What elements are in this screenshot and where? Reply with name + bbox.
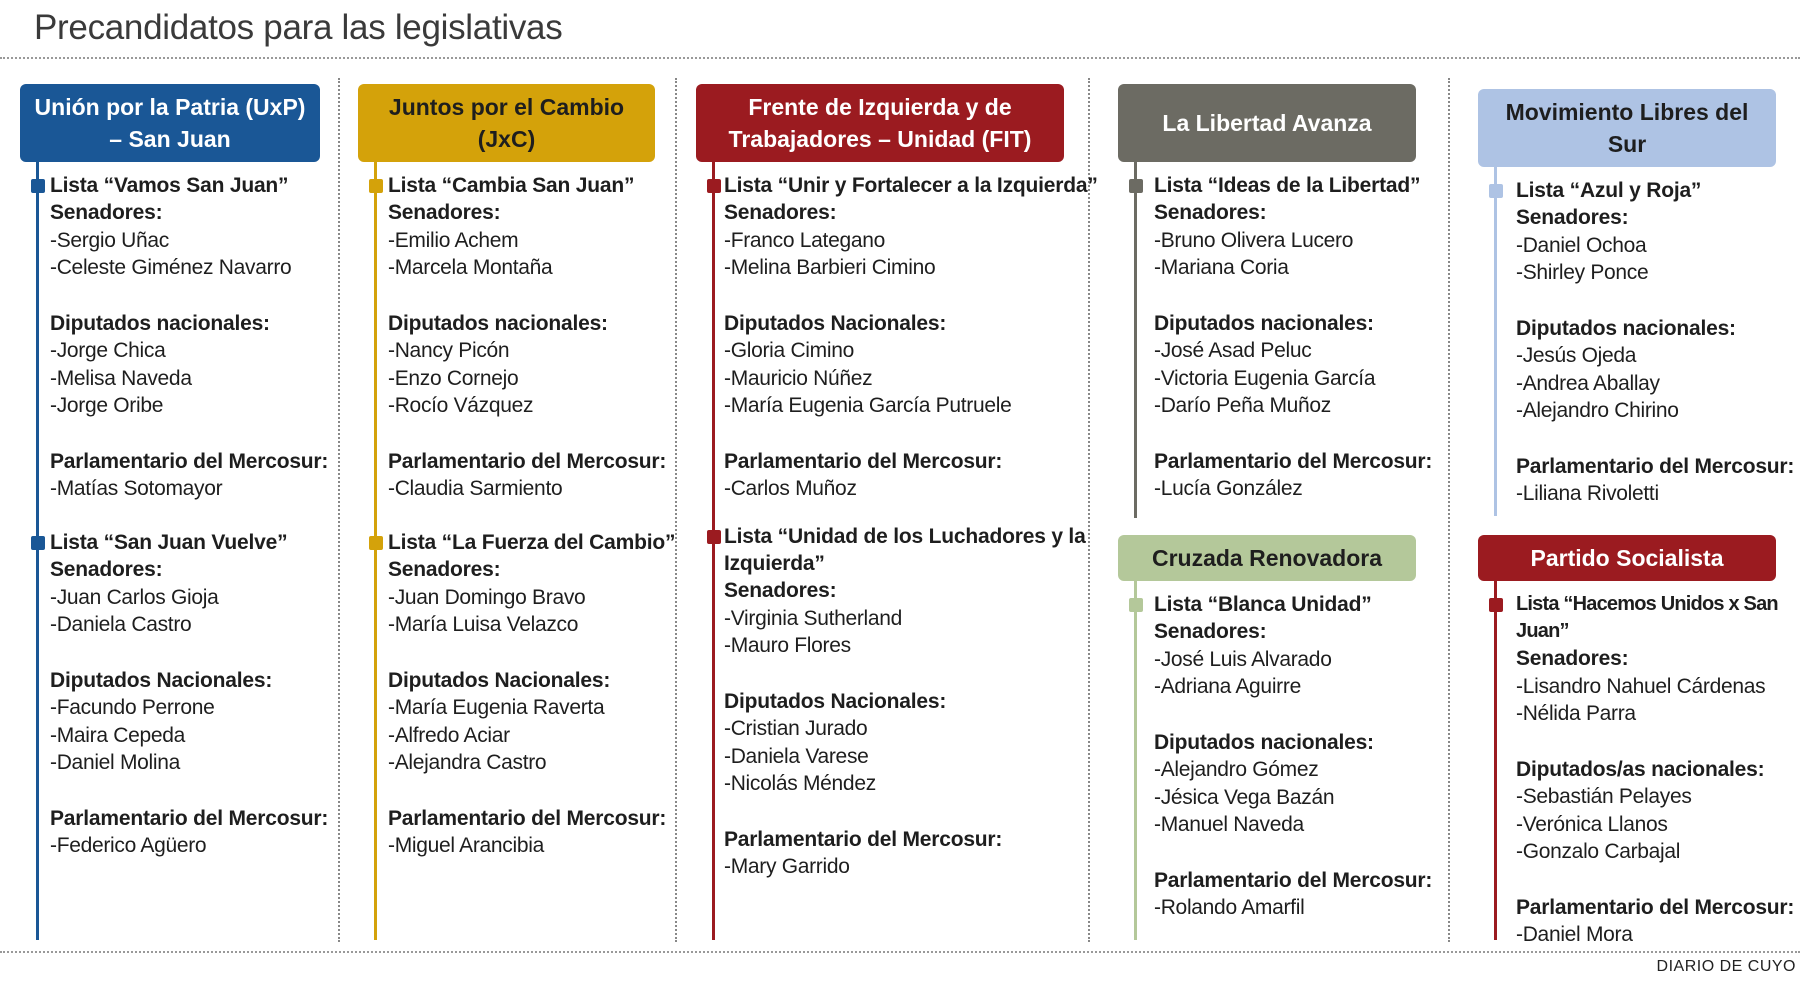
section-title: Parlamentario del Mercosur: <box>724 449 1003 473</box>
candidate-name: -Adriana Aguirre <box>1154 675 1301 698</box>
candidate-name: -Marcela Montaña <box>388 256 553 279</box>
list-marker-icon <box>1489 184 1503 198</box>
candidate-name: -Daniela Castro <box>50 613 192 636</box>
candidate-section <box>724 688 1102 798</box>
list-title: Lista “Cambia San Juan” <box>388 174 635 197</box>
candidate-section <box>50 805 360 860</box>
candidate-name: -Matías Sotomayor <box>50 477 223 500</box>
candidate-name: -Daniel Molina <box>50 751 181 774</box>
section-title: Parlamentario del Mercosur: <box>50 449 329 473</box>
party-timeline-line <box>374 162 377 940</box>
section-title: Senadores: <box>388 201 501 224</box>
party-timeline-line <box>1494 167 1497 516</box>
candidate-list <box>1516 177 1800 508</box>
candidate-name: -Alejandra Castro <box>388 751 547 774</box>
candidate-name: -Rocío Vázquez <box>388 394 534 417</box>
candidate-name: -Daniel Ochoa <box>1516 233 1647 257</box>
candidate-section <box>1516 756 1800 866</box>
candidate-name: -Celeste Giménez Navarro <box>50 256 292 279</box>
candidate-name: -Nicolás Méndez <box>724 772 876 795</box>
candidate-name: -Franco Lategano <box>724 228 885 252</box>
candidate-name: -Melina Barbieri Cimino <box>724 256 936 279</box>
candidate-section <box>388 667 695 777</box>
party-header: Unión por la Patria (UxP) – San Juan <box>20 84 320 162</box>
section-title: Diputados nacionales: <box>50 311 270 335</box>
candidate-section <box>1154 310 1462 420</box>
candidate-section <box>1154 729 1462 839</box>
top-divider <box>0 57 1800 59</box>
candidate-section <box>1516 894 1800 949</box>
list-title: Lista “Vamos San Juan” <box>50 174 289 197</box>
section-title: Parlamentario del Mercosur: <box>50 806 329 830</box>
list-marker-icon <box>707 530 721 544</box>
party-header: Frente de Izquierda y de Trabajadores – Unidad (FIT) <box>696 84 1064 162</box>
list-marker-icon <box>1129 179 1143 193</box>
section-title: Diputados Nacionales: <box>724 689 947 713</box>
list-marker-icon <box>1489 598 1503 612</box>
section-title: Senadores: <box>1154 620 1267 643</box>
candidate-name: -Virginia Sutherland <box>724 606 903 630</box>
credit: DIARIO DE CUYO <box>1656 958 1796 975</box>
section-title: Parlamentario del Mercosur: <box>388 449 667 473</box>
candidate-name: -Jesús Ojeda <box>1516 344 1637 367</box>
bottom-divider <box>0 951 1800 953</box>
candidate-name: -Mauro Flores <box>724 634 851 657</box>
candidate-name: -Shirley Ponce <box>1516 261 1649 284</box>
candidate-name: -Nancy Picón <box>388 339 510 362</box>
list-marker-icon <box>31 536 45 550</box>
candidate-name: -Gonzalo Carbajal <box>1516 840 1681 863</box>
candidate-name: -Miguel Arancibia <box>388 834 544 857</box>
candidate-name: -Lisandro Nahuel Cárdenas <box>1516 674 1766 698</box>
candidate-section <box>388 448 695 503</box>
section-title: Diputados Nacionales: <box>724 311 947 335</box>
candidate-list <box>724 523 1102 881</box>
candidate-section <box>388 310 695 420</box>
list-marker-icon <box>707 179 721 193</box>
candidate-list <box>1154 172 1462 503</box>
candidate-section <box>724 577 1102 660</box>
candidate-name: -Bruno Olivera Lucero <box>1154 228 1354 252</box>
candidate-name: -Emilio Achem <box>388 228 519 252</box>
list-marker-icon <box>31 179 45 193</box>
list-marker-icon <box>369 536 383 550</box>
candidate-name: -Carlos Muñoz <box>724 477 857 500</box>
candidate-name: -Lucía González <box>1154 477 1303 500</box>
list-marker-icon <box>1129 598 1143 612</box>
candidate-section <box>1154 448 1462 503</box>
candidate-name: -María Luisa Velazco <box>388 613 579 636</box>
section-title: Diputados nacionales: <box>1516 316 1736 340</box>
candidate-name: -Juan Domingo Bravo <box>388 585 586 609</box>
candidate-section <box>388 805 695 860</box>
section-title: Diputados nacionales: <box>1154 730 1374 754</box>
candidate-section <box>1154 867 1462 922</box>
candidate-name: -José Luis Alvarado <box>1154 647 1332 671</box>
section-title: Parlamentario del Mercosur: <box>724 827 1003 851</box>
party-header: La Libertad Avanza <box>1118 84 1416 162</box>
candidate-name: -Victoria Eugenia García <box>1154 366 1376 390</box>
candidate-section <box>50 310 360 420</box>
candidate-name: -María Eugenia Raverta <box>388 696 605 719</box>
candidate-list <box>1154 591 1462 922</box>
candidate-name: -Alejandro Gómez <box>1154 758 1319 781</box>
section-title: Senadores: <box>1516 206 1629 229</box>
candidate-section <box>1516 315 1800 425</box>
party-timeline-line <box>712 162 715 940</box>
candidate-section <box>724 826 1102 881</box>
candidate-name: -Facundo Perrone <box>50 696 215 719</box>
list-title: Lista “Blanca Unidad” <box>1154 593 1372 616</box>
candidate-name: -Darío Peña Muñoz <box>1154 394 1331 417</box>
section-title: Parlamentario del Mercosur: <box>1154 868 1433 892</box>
candidate-list <box>724 172 1102 503</box>
candidate-list <box>388 172 695 503</box>
candidate-name: -Alejandro Chirino <box>1516 399 1679 422</box>
candidate-list <box>388 529 695 860</box>
candidate-section <box>1516 204 1800 287</box>
candidate-name: -Liliana Rivoletti <box>1516 482 1659 505</box>
section-title: Senadores: <box>388 558 501 581</box>
candidate-section <box>724 448 1102 503</box>
list-title: Lista “Hacemos Unidos x San Juan” <box>1516 593 1778 642</box>
candidate-name: -Claudia Sarmiento <box>388 477 563 500</box>
candidate-section <box>1516 645 1800 728</box>
candidate-name: -Federico Agüero <box>50 834 207 857</box>
candidate-name: -Manuel Naveda <box>1154 813 1304 836</box>
candidate-name: -Enzo Cornejo <box>388 366 519 390</box>
party-timeline-line <box>1134 162 1137 518</box>
section-title: Senadores: <box>1516 647 1629 670</box>
candidate-name: -Juan Carlos Gioja <box>50 585 219 609</box>
candidate-section <box>50 667 360 777</box>
candidate-name: -Mary Garrido <box>724 855 850 878</box>
party-header: Juntos por el Cambio (JxC) <box>358 84 655 162</box>
section-title: Senadores: <box>724 201 837 224</box>
candidate-name: -Mauricio Núñez <box>724 366 873 390</box>
list-title: Lista “San Juan Vuelve” <box>50 531 288 554</box>
candidate-name: -Sergio Uñac <box>50 228 169 252</box>
list-title: Lista “Ideas de la Libertad” <box>1154 174 1421 197</box>
section-title: Parlamentario del Mercosur: <box>1154 449 1433 473</box>
page-title: Precandidatos para las legislativas <box>34 8 563 47</box>
section-title: Parlamentario del Mercosur: <box>1516 895 1795 919</box>
section-title: Senadores: <box>1154 201 1267 224</box>
candidate-name: -Daniel Mora <box>1516 923 1633 946</box>
candidate-name: -José Asad Peluc <box>1154 339 1312 362</box>
candidate-name: -Daniela Varese <box>724 744 869 768</box>
candidate-name: -Andrea Aballay <box>1516 371 1660 395</box>
party-header: Cruzada Renovadora <box>1118 535 1416 581</box>
section-title: Senadores: <box>50 558 163 581</box>
section-title: Parlamentario del Mercosur: <box>1516 454 1795 478</box>
candidate-section <box>1154 199 1462 282</box>
section-title: Parlamentario del Mercosur: <box>388 806 667 830</box>
candidate-name: -Mariana Coria <box>1154 256 1289 279</box>
section-title: Senadores: <box>50 201 163 224</box>
section-title: Diputados Nacionales: <box>50 668 273 692</box>
candidate-name: -Alfredo Aciar <box>388 723 510 747</box>
party-timeline-line <box>1134 581 1137 940</box>
candidate-name: -Verónica Llanos <box>1516 812 1668 836</box>
party-header: Partido Socialista <box>1478 535 1776 581</box>
party-timeline-line <box>1494 581 1497 940</box>
candidate-section <box>1154 618 1462 701</box>
candidate-section <box>724 199 1102 282</box>
section-title: Diputados/as nacionales: <box>1516 757 1765 781</box>
section-title: Diputados nacionales: <box>1154 311 1374 335</box>
candidate-name: -Maira Cepeda <box>50 723 185 747</box>
candidate-list <box>1516 591 1800 949</box>
candidate-name: -Rolando Amarfil <box>1154 896 1305 919</box>
list-title: Lista “Azul y Roja” <box>1516 179 1702 202</box>
party-header: Movimiento Libres del Sur <box>1478 89 1776 167</box>
candidate-name: -Melisa Naveda <box>50 366 192 390</box>
candidate-list <box>50 172 360 503</box>
candidate-list <box>50 529 360 860</box>
candidate-section <box>388 199 695 282</box>
candidate-section <box>1516 453 1800 508</box>
candidate-section <box>724 310 1102 420</box>
candidate-name: -Cristian Jurado <box>724 717 868 740</box>
candidate-name: -Gloria Cimino <box>724 339 854 362</box>
candidate-name: -Sebastián Pelayes <box>1516 785 1692 808</box>
section-title: Diputados Nacionales: <box>388 668 611 692</box>
section-title: Diputados nacionales: <box>388 311 608 335</box>
candidate-name: -Nélida Parra <box>1516 702 1636 725</box>
candidate-section <box>50 556 360 639</box>
candidate-name: -María Eugenia García Putruele <box>724 394 1012 417</box>
candidate-section <box>388 556 695 639</box>
party-timeline-line <box>36 162 39 940</box>
list-title: Lista “Unidad de los Luchadores y la Izquierda” <box>724 525 1086 575</box>
candidate-name: -Jorge Oribe <box>50 394 164 417</box>
list-title: Lista “Unir y Fortalecer a la Izquierda” <box>724 174 1098 197</box>
candidate-section <box>50 448 360 503</box>
section-title: Senadores: <box>724 579 837 602</box>
list-title: Lista “La Fuerza del Cambio” <box>388 531 676 554</box>
candidate-section <box>50 199 360 282</box>
candidate-name: -Jésica Vega Bazán <box>1154 785 1335 809</box>
list-marker-icon <box>369 179 383 193</box>
candidate-name: -Jorge Chica <box>50 339 166 362</box>
